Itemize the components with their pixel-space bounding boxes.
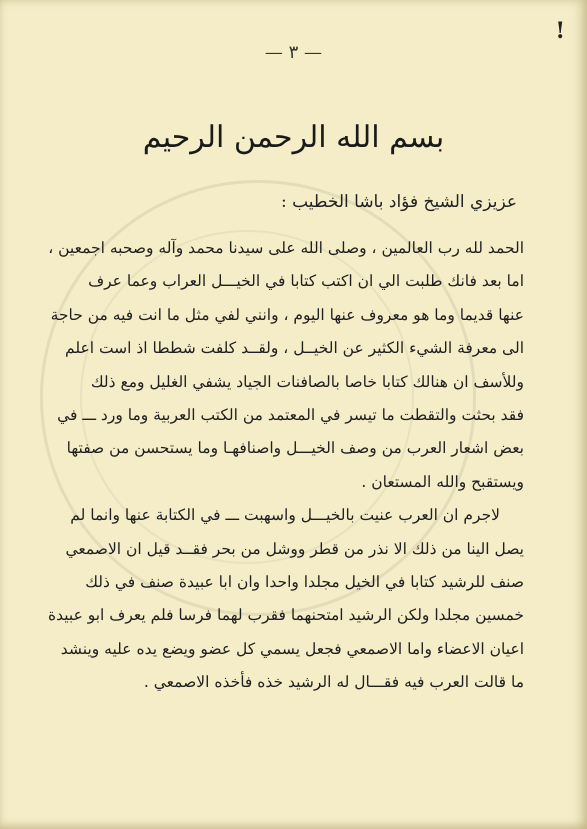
salutation: عزيزي الشيخ فؤاد باشا الخطيب :: [280, 192, 517, 212]
body-text: [34, 232, 524, 700]
text-line: صنف للرشيد كتابا في الخيل مجلدا واحدا وان ابا عبيدة صنف في ذلك: [85, 573, 524, 592]
text-line: يصل الينا من ذلك الا نذر من قطر ووشل من بحر فقــد قيل ان الاصمعي: [65, 539, 524, 558]
text-line: ما قالت العرب فيه فقـــال له الرشيد خذه فأخذه الاصمعي .: [143, 673, 524, 692]
text-line: لاجرم ان العرب عنيت بالخيـــل واسهبت ـــ في الكتابة عنها وانما لم: [70, 506, 500, 525]
text-line: خمسين مجلدا ولكن الرشيد امتحنهما فقرب لهما فرسا فلم يعرف ابو عبيدة: [47, 606, 524, 625]
text-line: الحمد لله رب العالمين ، وصلى الله على سيدنا محمد وآله وصحبه اجمعين ،: [48, 239, 524, 257]
text-line: ويستقبح والله المستعان .: [361, 472, 524, 491]
text-line: اعيان الاعضاء واما الاصمعي فجعل يسمي كل عضو ويضع يده عليه وينشد: [60, 639, 524, 658]
text-line: الى معرفة الشيء الكثير عن الخيــل ، ولقــد كلفت شططا اذ است اعلم: [65, 339, 524, 358]
text-line: فقد بحثت والتقطت ما تيسر في المعتمد من الكتب العربية وما ورد ـــ في: [57, 406, 524, 425]
text-line: وللأسف ان هنالك كتابا خاصا بالصافنات الجياد يشفي الغليل ومع ذلك: [90, 372, 524, 391]
basmala-heading: بسم الله الرحمن الرحيم: [142, 120, 445, 155]
text-line: بعض اشعار العرب من وصف الخيـــل واصنافهـا وما يستحسن من صفتها: [66, 439, 524, 458]
corner-mark: !: [555, 18, 565, 44]
text-line: عنها قديما وما هو معروف عنها اليوم ، وانني لفي مثل ما انت فيه من حاجة: [50, 305, 524, 324]
text-line: اما بعد فانك طلبت الي ان اكتب كتابا في الخيـــل العراب وعما عرف: [88, 272, 524, 291]
page-number: — ٣ —: [264, 42, 323, 63]
